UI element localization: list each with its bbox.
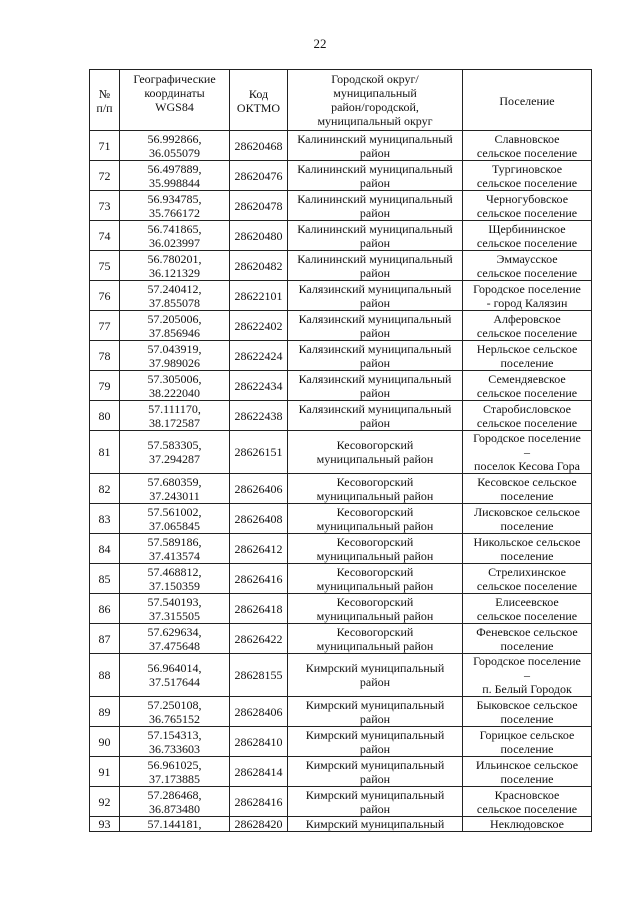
settlement-cell: Феневское сельское поселение [463,624,592,654]
district-cell: Кимрский муниципальный район [288,697,463,727]
header-coordinates [120,70,230,131]
settlement-cell: Стрелихинское сельское поселение [463,564,592,594]
oktmo-code-cell: 28620476 [230,161,288,191]
settlement-cell: Быковское сельское поселение [463,697,592,727]
settlement-cell: Кесовское сельское поселение [463,474,592,504]
district-cell: Калининский муниципальный район [288,221,463,251]
row-number: 93 [90,817,120,832]
oktmo-code-cell: 28628155 [230,654,288,697]
oktmo-code-cell: 28622434 [230,371,288,401]
row-number: 88 [90,654,120,697]
district-cell: Калязинский муниципальный район [288,371,463,401]
table-row [90,727,592,757]
table-row [90,221,592,251]
district-cell: Кесовогорский муниципальный район [288,594,463,624]
header-settlement-label: Поселение [499,94,555,108]
coordinates-cell: 57.305006, 38.222040 [120,371,230,401]
coordinates-cell: 57.286468, 36.873480 [120,787,230,817]
header-settlement [463,70,592,131]
row-number: 78 [90,341,120,371]
coordinates-cell: 57.205006, 37.856946 [120,311,230,341]
settlement-cell: Елисеевское сельское поселение [463,594,592,624]
coordinates-cell: 57.144181, [120,817,230,832]
table-row [90,161,592,191]
table-row [90,371,592,401]
oktmo-code-cell: 28620482 [230,251,288,281]
oktmo-code-cell: 28622424 [230,341,288,371]
district-cell: Калининский муниципальный район [288,161,463,191]
header-oktmo-label: Код ОКТМО [236,87,281,115]
settlement-cell: Черногубовское сельское поселение [463,191,592,221]
page-number: 22 [313,36,327,51]
oktmo-code-cell: 28622101 [230,281,288,311]
settlements-table [89,69,592,832]
coordinates-cell: 56.964014, 37.517644 [120,654,230,697]
coordinates-cell: 57.629634, 37.475648 [120,624,230,654]
table-row [90,281,592,311]
district-cell: Кесовогорский муниципальный район [288,534,463,564]
table-row [90,431,592,474]
header-number-label: № п/п [96,87,113,115]
row-number: 80 [90,401,120,431]
header-district-label: Городской округ/ муниципальный район/городской, муниципальный округ [317,72,433,128]
settlement-cell: Эммаусское сельское поселение [463,251,592,281]
header-number [90,70,120,131]
row-number: 73 [90,191,120,221]
settlement-cell: Красновское сельское поселение [463,787,592,817]
oktmo-code-cell: 28626418 [230,594,288,624]
oktmo-code-cell: 28620480 [230,221,288,251]
district-cell: Кимрский муниципальный район [288,654,463,697]
oktmo-code-cell: 28628406 [230,697,288,727]
settlement-cell: Семендяевское сельское поселение [463,371,592,401]
row-number: 81 [90,431,120,474]
district-cell: Калязинский муниципальный район [288,311,463,341]
district-cell: Калининский муниципальный район [288,251,463,281]
oktmo-code-cell: 28626412 [230,534,288,564]
coordinates-cell: 57.240412, 37.855078 [120,281,230,311]
table-row [90,341,592,371]
oktmo-code-cell: 28620468 [230,131,288,161]
district-cell: Кимрский муниципальный [288,817,463,832]
coordinates-cell: 57.468812, 37.150359 [120,564,230,594]
district-cell: Калининский муниципальный район [288,131,463,161]
coordinates-cell: 57.540193, 37.315505 [120,594,230,624]
oktmo-code-cell: 28628416 [230,787,288,817]
oktmo-code-cell: 28620478 [230,191,288,221]
row-number: 76 [90,281,120,311]
settlement-cell: Нерльское сельское поселение [463,341,592,371]
table-row [90,787,592,817]
oktmo-code-cell: 28626151 [230,431,288,474]
row-number: 85 [90,564,120,594]
header-coordinates-label: Географические координаты WGS84 [133,72,216,114]
coordinates-cell: 56.961025, 37.173885 [120,757,230,787]
coordinates-cell: 56.934785, 35.766172 [120,191,230,221]
settlement-cell: Никольское сельское поселение [463,534,592,564]
table-row [90,697,592,727]
row-number: 75 [90,251,120,281]
row-number: 86 [90,594,120,624]
row-number: 91 [90,757,120,787]
table-row [90,757,592,787]
coordinates-cell: 57.154313, 36.733603 [120,727,230,757]
settlement-cell: Старобисловское сельское поселение [463,401,592,431]
settlement-cell: Тургиновское сельское поселение [463,161,592,191]
district-cell: Кимрский муниципальный район [288,727,463,757]
settlement-cell: Городское поселение – п. Белый Городок [463,654,592,697]
coordinates-cell: 56.780201, 36.121329 [120,251,230,281]
oktmo-code-cell: 28622438 [230,401,288,431]
coordinates-cell: 57.589186, 37.413574 [120,534,230,564]
district-cell: Калязинский муниципальный район [288,281,463,311]
row-number: 89 [90,697,120,727]
settlement-cell: Лисковское сельское поселение [463,504,592,534]
table-row [90,564,592,594]
coordinates-cell: 57.111170, 38.172587 [120,401,230,431]
oktmo-code-cell: 28628414 [230,757,288,787]
row-number: 77 [90,311,120,341]
coordinates-cell: 56.497889, 35.998844 [120,161,230,191]
table-row [90,624,592,654]
coordinates-cell: 56.992866, 36.055079 [120,131,230,161]
oktmo-code-cell: 28626408 [230,504,288,534]
row-number: 87 [90,624,120,654]
oktmo-code-cell: 28622402 [230,311,288,341]
district-cell: Калининский муниципальный район [288,191,463,221]
table-body [90,131,592,832]
row-number: 92 [90,787,120,817]
table-row [90,311,592,341]
coordinates-cell: 57.561002, 37.065845 [120,504,230,534]
district-cell: Кесовогорский муниципальный район [288,624,463,654]
coordinates-cell: 57.680359, 37.243011 [120,474,230,504]
row-number: 82 [90,474,120,504]
district-cell: Кимрский муниципальный район [288,757,463,787]
coordinates-cell: 57.250108, 36.765152 [120,697,230,727]
table-row [90,251,592,281]
row-number: 71 [90,131,120,161]
header-oktmo [230,70,288,131]
table-row [90,654,592,697]
oktmo-code-cell: 28626416 [230,564,288,594]
coordinates-cell: 56.741865, 36.023997 [120,221,230,251]
table-row [90,474,592,504]
oktmo-code-cell: 28626422 [230,624,288,654]
row-number: 90 [90,727,120,757]
settlement-cell: Славновское сельское поселение [463,131,592,161]
district-cell: Кимрский муниципальный район [288,787,463,817]
settlement-cell: Щербининское сельское поселение [463,221,592,251]
district-cell: Кесовогорский муниципальный район [288,564,463,594]
settlement-cell: Городское поселение - город Калязин [463,281,592,311]
coordinates-cell: 57.583305, 37.294287 [120,431,230,474]
settlement-cell: Городское поселение – поселок Кесова Гора [463,431,592,474]
row-number: 83 [90,504,120,534]
district-cell: Калязинский муниципальный район [288,401,463,431]
district-cell: Калязинский муниципальный район [288,341,463,371]
table-row [90,817,592,832]
table-row [90,504,592,534]
oktmo-code-cell: 28628420 [230,817,288,832]
row-number: 72 [90,161,120,191]
table-row [90,191,592,221]
row-number: 74 [90,221,120,251]
district-cell: Кесовогорский муниципальный район [288,431,463,474]
district-cell: Кесовогорский муниципальный район [288,474,463,504]
coordinates-cell: 57.043919, 37.989026 [120,341,230,371]
table-row [90,131,592,161]
table-row [90,534,592,564]
settlement-cell: Неклюдовское [463,817,592,832]
row-number: 84 [90,534,120,564]
district-cell: Кесовогорский муниципальный район [288,504,463,534]
oktmo-code-cell: 28628410 [230,727,288,757]
settlement-cell: Ильинское сельское поселение [463,757,592,787]
row-number: 79 [90,371,120,401]
header-district [288,70,463,131]
oktmo-code-cell: 28626406 [230,474,288,504]
table-row [90,594,592,624]
table-header-row [90,70,592,131]
settlement-cell: Алферовское сельское поселение [463,311,592,341]
settlement-cell: Горицкое сельское поселение [463,727,592,757]
table-row [90,401,592,431]
